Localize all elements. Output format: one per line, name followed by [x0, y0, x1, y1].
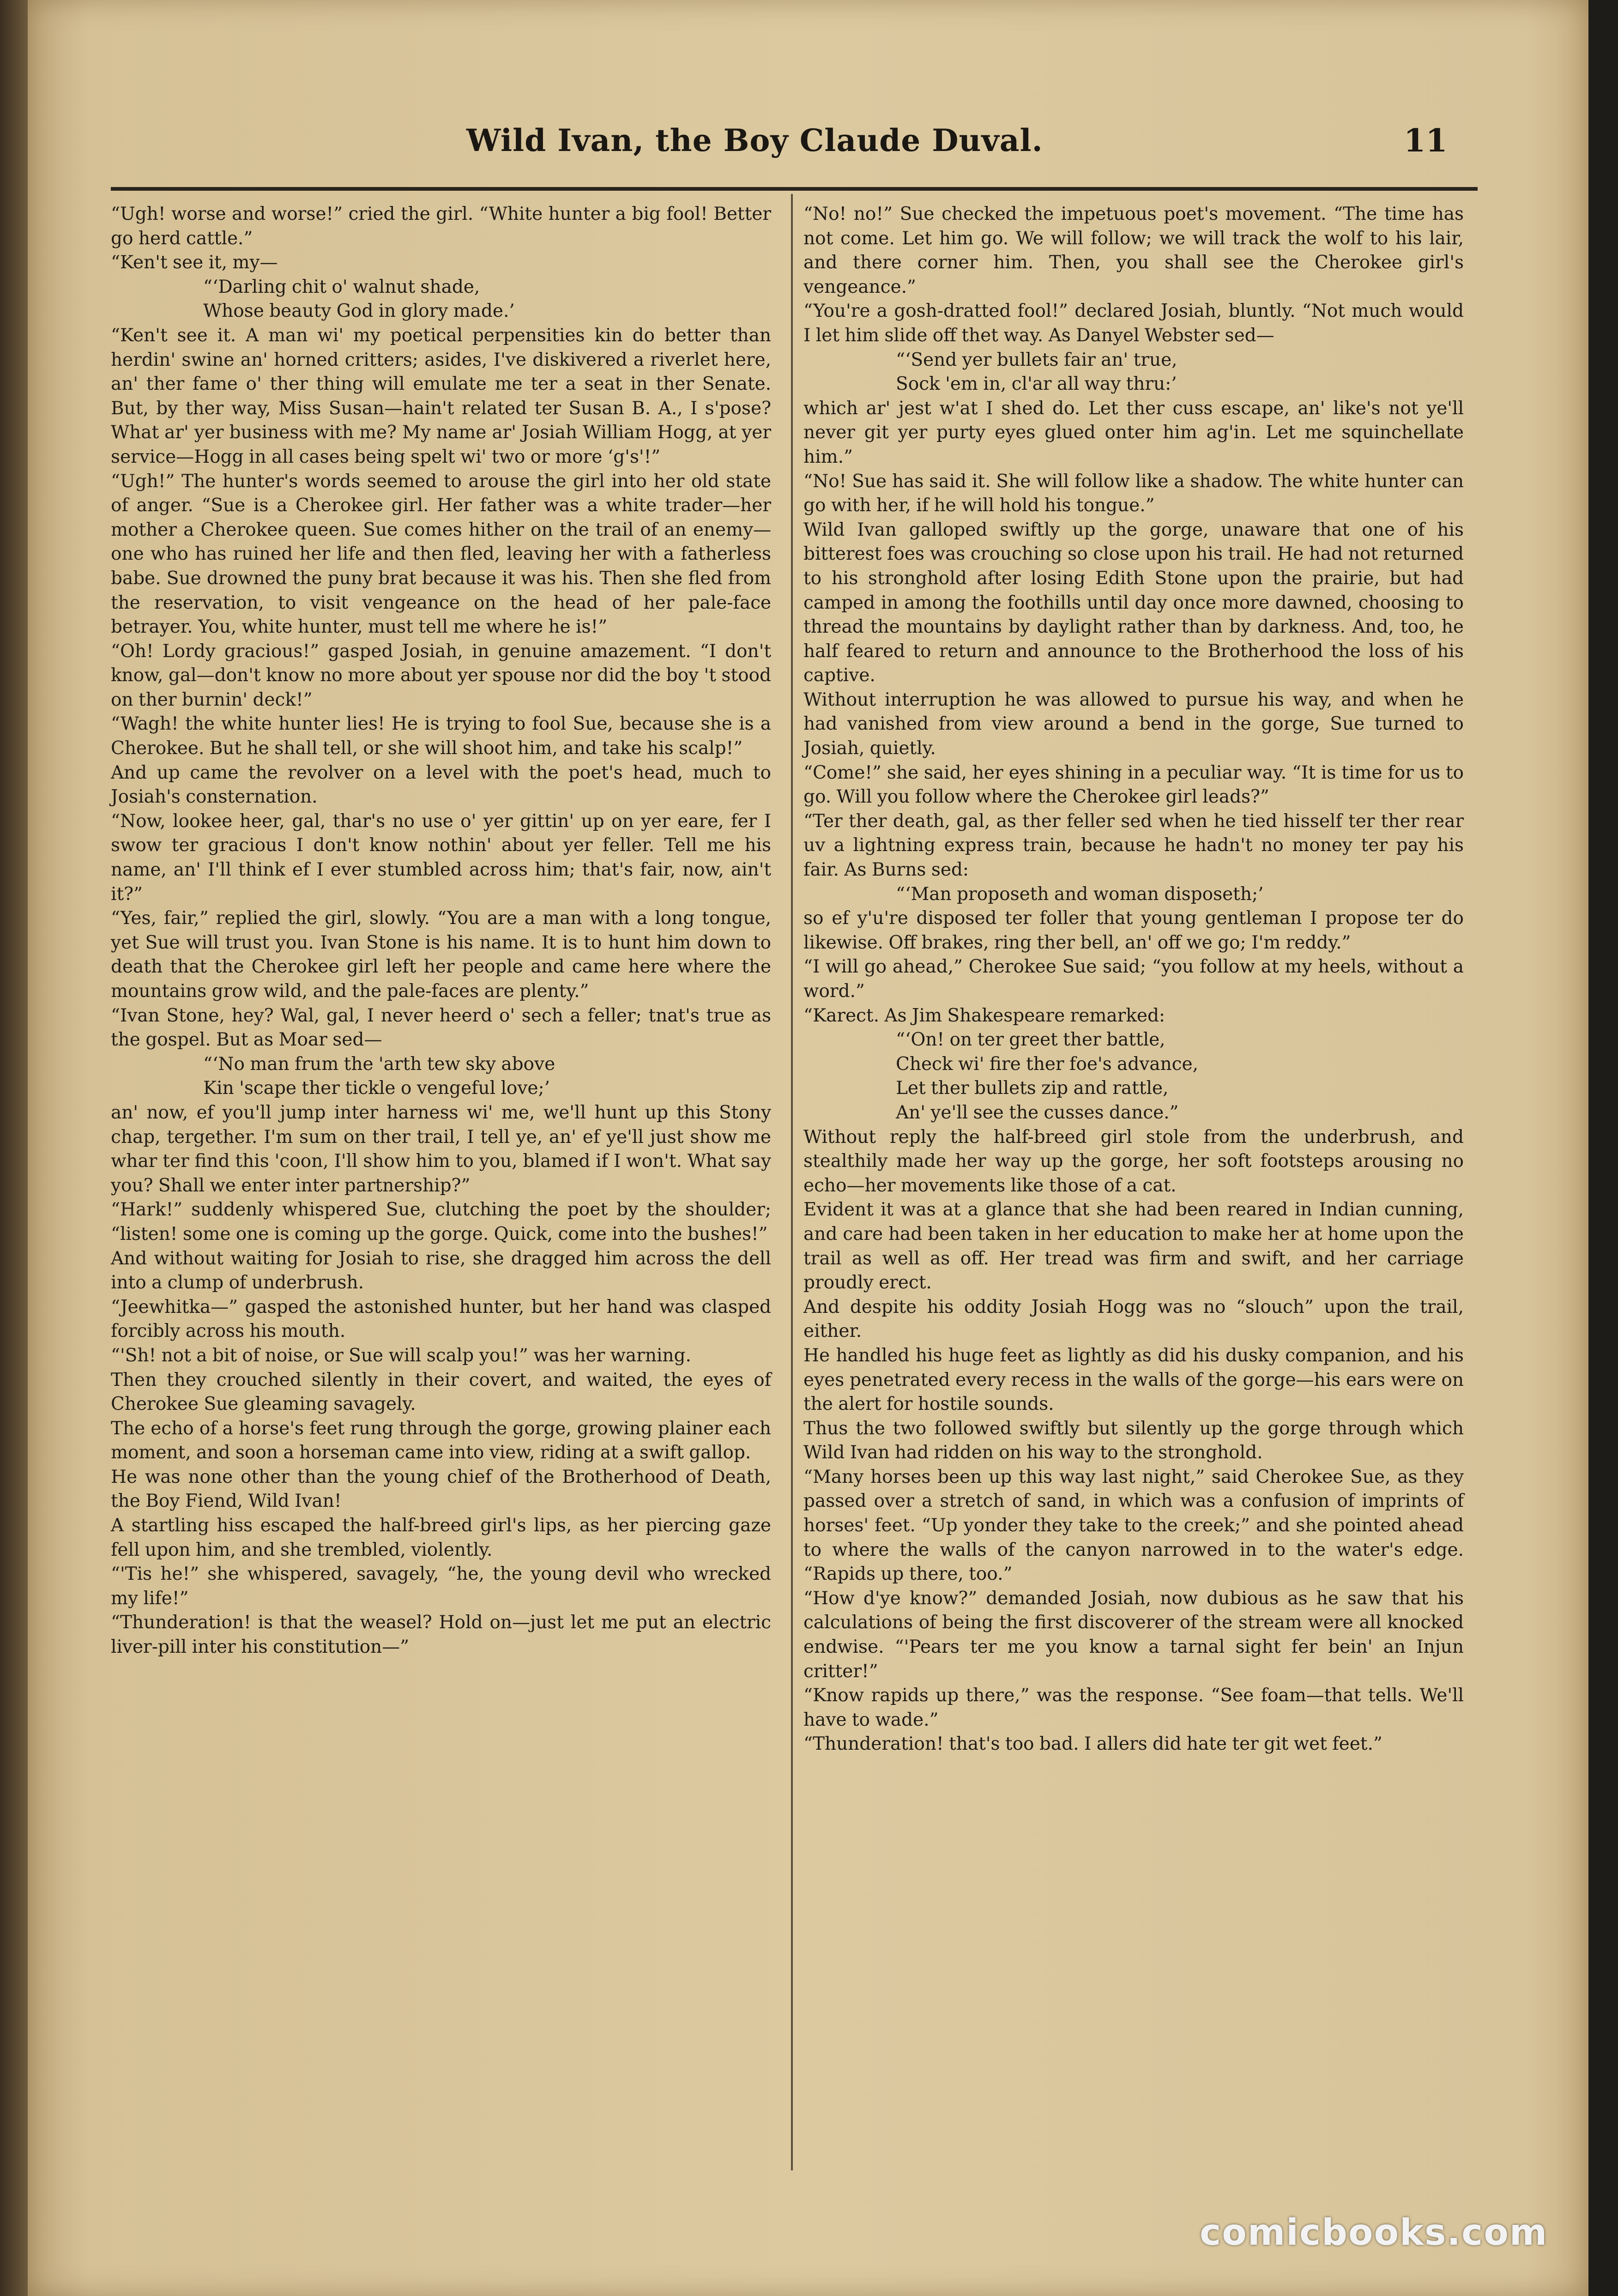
- verse-block: “‘Send yer bullets fair an' true, Sock 'em in, cl'ar all way thru:’: [896, 349, 1177, 395]
- binding-edge: [0, 0, 28, 2296]
- paragraph: “Hark!” suddenly whispered Sue, clutching the poet by the shoulder; “listen! some one is coming up the gorge. Quick, come into the bushes!”: [111, 1199, 771, 1245]
- paragraph: so ef y'u're disposed ter foller that young gentleman I propose ter do likewise. Off brakes, ring ther bell, an' off we go; I'm reddy.”: [803, 908, 1464, 953]
- paragraph: an' now, ef you'll jump inter harness wi' me, we'll hunt up this Stony chap, tergether. I'm sum on ther trail, I tell ye, an' ef ye'll just show me whar ter find this 'coon, I'll show him to you, blamed if I won't. What say you? Shall we enter inter partnership?”: [111, 1102, 771, 1196]
- paragraph: Without interruption he was allowed to pursue his way, and when he had vanished from view around a bend in the gorge, Sue turned to Josiah, quietly.: [803, 689, 1464, 759]
- paragraph: “You're a gosh-dratted fool!” declared Josiah, bluntly. “Not much would I let him slide off thet way. As Danyel Webster sed—: [803, 301, 1464, 346]
- paragraph: The echo of a horse's feet rung through the gorge, growing plainer each moment, and soon a horseman came into view, riding at a swift gallop.: [111, 1418, 771, 1463]
- verse-block: “‘On! on ter greet ther battle, Check wi' fire ther foe's advance, Let ther bullets zip and rattle, An' ye'll see the cusses dance.”: [896, 1029, 1198, 1123]
- column-divider: [791, 194, 793, 2170]
- paragraph: “Oh! Lordy gracious!” gasped Josiah, in genuine amazement. “I don't know, gal—don't know no more about yer spouse nor did the boy 't stood on ther burnin' deck!”: [111, 640, 771, 710]
- paragraph: “Ter ther death, gal, as ther feller sed when he tied hisself ter ther rear uv a lightning express train, because he hadn't no money ter pay his fair. As Burns sed:: [803, 810, 1464, 881]
- paragraph: “Wagh! the white hunter lies! He is trying to fool Sue, because she is a Cherokee. But he shall tell, or she will shoot him, and take his scalp!”: [111, 713, 771, 759]
- verse-block: “‘Man proposeth and woman disposeth;’: [896, 883, 1264, 905]
- paragraph: “Karect. As Jim Shakespeare remarked:: [803, 1005, 1165, 1026]
- verse-block: “‘No man frum the 'arth tew sky above Kin 'scape ther tickle o vengeful love;’: [203, 1053, 555, 1099]
- paragraph: “Ken't see it. A man wi' my poetical perpensities kin do better than herdin' swine an' horned critters; asides, I've diskivered a riverlet here, an' ther fame o' ther thing will emulate me ter a seat in ther Senate. But, by ther way, Miss Susan—hain't related ter Susan B. A., I s'pose? What ar' yer business with me? My name ar' Josiah William Hogg, at yer service—Hogg in all cases being spelt wi' two or more ‘g's'!”: [111, 325, 771, 467]
- paragraph: “Jeewhitka—” gasped the astonished hunter, but her hand was clasped forcibly across his mouth.: [111, 1296, 771, 1342]
- paragraph: which ar' jest w'at I shed do. Let ther cuss escape, an' like's not ye'll never git yer purty eyes glued onter him ag'in. Let me squinchellate him.”: [803, 398, 1464, 467]
- paragraph: “Come!” she said, her eyes shining in a peculiar way. “It is time for us to go. Will you follow where the Cherokee girl leads?”: [803, 762, 1464, 808]
- paragraph: Then they crouched silently in their covert, and waited, the eyes of Cherokee Sue gleaming savagely.: [111, 1369, 771, 1415]
- paragraph: “How d'ye know?” demanded Josiah, now dubious as he saw that his calculations of being the first discoverer of the stream were all knocked endwise. “'Pears ter me you know a tarnal sight fer bein' an Injun critter!”: [803, 1588, 1464, 1682]
- paragraph: He handled his huge feet as lightly as did his dusky companion, and his eyes penetrated every recess in the walls of the gorge—his ears were on the alert for hostile sounds.: [803, 1345, 1464, 1415]
- paragraph: “'Tis he!” she whispered, savagely, “he, the young devil who wrecked my life!”: [111, 1564, 771, 1609]
- paragraph: “Ugh!” The hunter's words seemed to arouse the girl into her old state of anger. “Sue is a Cherokee girl. Her father was a white trader—her mother a Cherokee queen. Sue comes hither on the trail of an enemy—one who has ruined her life and then fled, leaving her with a fatherless babe. Sue drowned the puny brat because it was his. Then she fled from the reservation, to visit vengeance on the head of her pale-face betrayer. You, white hunter, must tell me where he is!”: [111, 471, 771, 638]
- header-rule: [111, 187, 1478, 191]
- paragraph: “No! no!” Sue checked the impetuous poet's movement. “The time has not come. Let him go. We will follow; we will track the wolf to his lair, and there corner him. Then, you shall see the Cherokee girl's vengeance.”: [803, 204, 1464, 297]
- paragraph: And despite his oddity Josiah Hogg was no “slouch” upon the trail, either.: [803, 1296, 1464, 1342]
- paragraph: “No! Sue has said it. She will follow like a shadow. The white hunter can go with her, if he will hold his tongue.”: [803, 471, 1464, 516]
- paragraph: Without reply the half-breed girl stole from the underbrush, and stealthily made her way up the gorge, her soft footsteps arousing no echo—her movements like those of a cat.: [803, 1126, 1464, 1196]
- paragraph: And up came the revolver on a level with the poet's head, much to Josiah's consternation.: [111, 762, 771, 808]
- paragraph: “Ugh! worse and worse!” cried the girl. “White hunter a big fool! Better go herd cattle.”: [111, 204, 771, 249]
- page-title: Wild Ivan, the Boy Claude Duval.: [466, 122, 1043, 158]
- paragraph: Wild Ivan galloped swiftly up the gorge, unaware that one of his bitterest foes was crouching so close upon his trail. He had not returned to his stronghold after losing Edith Stone upon the prairie, but had camped in among the foothills until day once more dawned, choosing to thread the mountains by daylight rather than by darkness. And, too, he half feared to return and announce to the Brotherhood the loss of his captive.: [803, 519, 1464, 686]
- paragraph: “Ivan Stone, hey? Wal, gal, I never heerd o' sech a feller; tnat's true as the gospel. But as Moar sed—: [111, 1005, 771, 1051]
- paragraph: And without waiting for Josiah to rise, she dragged him across the dell into a clump of underbrush.: [111, 1248, 771, 1293]
- paragraph: Evident it was at a glance that she had been reared in Indian cunning, and care had been taken in her education to make her at home upon the trail as well as off. Her tread was firm and swift, and her carriage proudly erect.: [803, 1199, 1464, 1293]
- paragraph: “'Sh! not a bit of noise, or Sue will scalp you!” was her warning.: [111, 1345, 691, 1366]
- right-column: [803, 202, 1464, 1757]
- paragraph: “Thunderation! that's too bad. I allers did hate ter git wet feet.”: [803, 1734, 1383, 1755]
- left-column: [111, 202, 771, 1660]
- paragraph: Thus the two followed swiftly but silently up the gorge through which Wild Ivan had ridden on his way to the stronghold.: [803, 1418, 1464, 1463]
- paragraph: A startling hiss escaped the half-breed girl's lips, as her piercing gaze fell upon him, and she trembled, violently.: [111, 1515, 771, 1560]
- watermark: comicbooks.com: [1200, 2212, 1548, 2254]
- page-number: 11: [1404, 122, 1448, 159]
- paragraph: “Know rapids up there,” was the response. “See foam—that tells. We'll have to wade.”: [803, 1685, 1464, 1730]
- paragraph: “Ken't see it, my—: [111, 252, 278, 273]
- paragraph: “Now, lookee heer, gal, thar's no use o' yer gittin' up on yer eare, fer I swow ter gracious I don't know nothin' about yer feller. Tell me his name, an' I'll think ef I ever stumbled across him; that's fair, now, ain't it?”: [111, 810, 771, 905]
- paragraph: “Yes, fair,” replied the girl, slowly. “You are a man with a long tongue, yet Sue will trust you. Ivan Stone is his name. It is to hunt him down to death that the Cherokee girl left her people and came here where the mountains grow wild, and the pale-faces are plenty.”: [111, 908, 771, 1002]
- verse-block: “‘Darling chit o' walnut shade, Whose beauty God in glory made.’: [203, 276, 515, 322]
- paragraph: He was none other than the young chief of the Brotherhood of Death, the Boy Fiend, Wild Ivan!: [111, 1466, 771, 1512]
- paragraph: “Many horses been up this way last night,” said Cherokee Sue, as they passed over a stretch of sand, in which was a confusion of imprints of horses' feet. “Up yonder they take to the creek;” and she pointed ahead to where the walls of the canyon narrowed in to the water's edge. “Rapids up there, too.”: [803, 1466, 1464, 1585]
- running-head: [0, 118, 1618, 169]
- paragraph: “Thunderation! is that the weasel? Hold on—just let me put an electric liver-pill inter his constitution—”: [111, 1612, 771, 1658]
- paragraph: “I will go ahead,” Cherokee Sue said; “you follow at my heels, without a word.”: [803, 956, 1464, 1002]
